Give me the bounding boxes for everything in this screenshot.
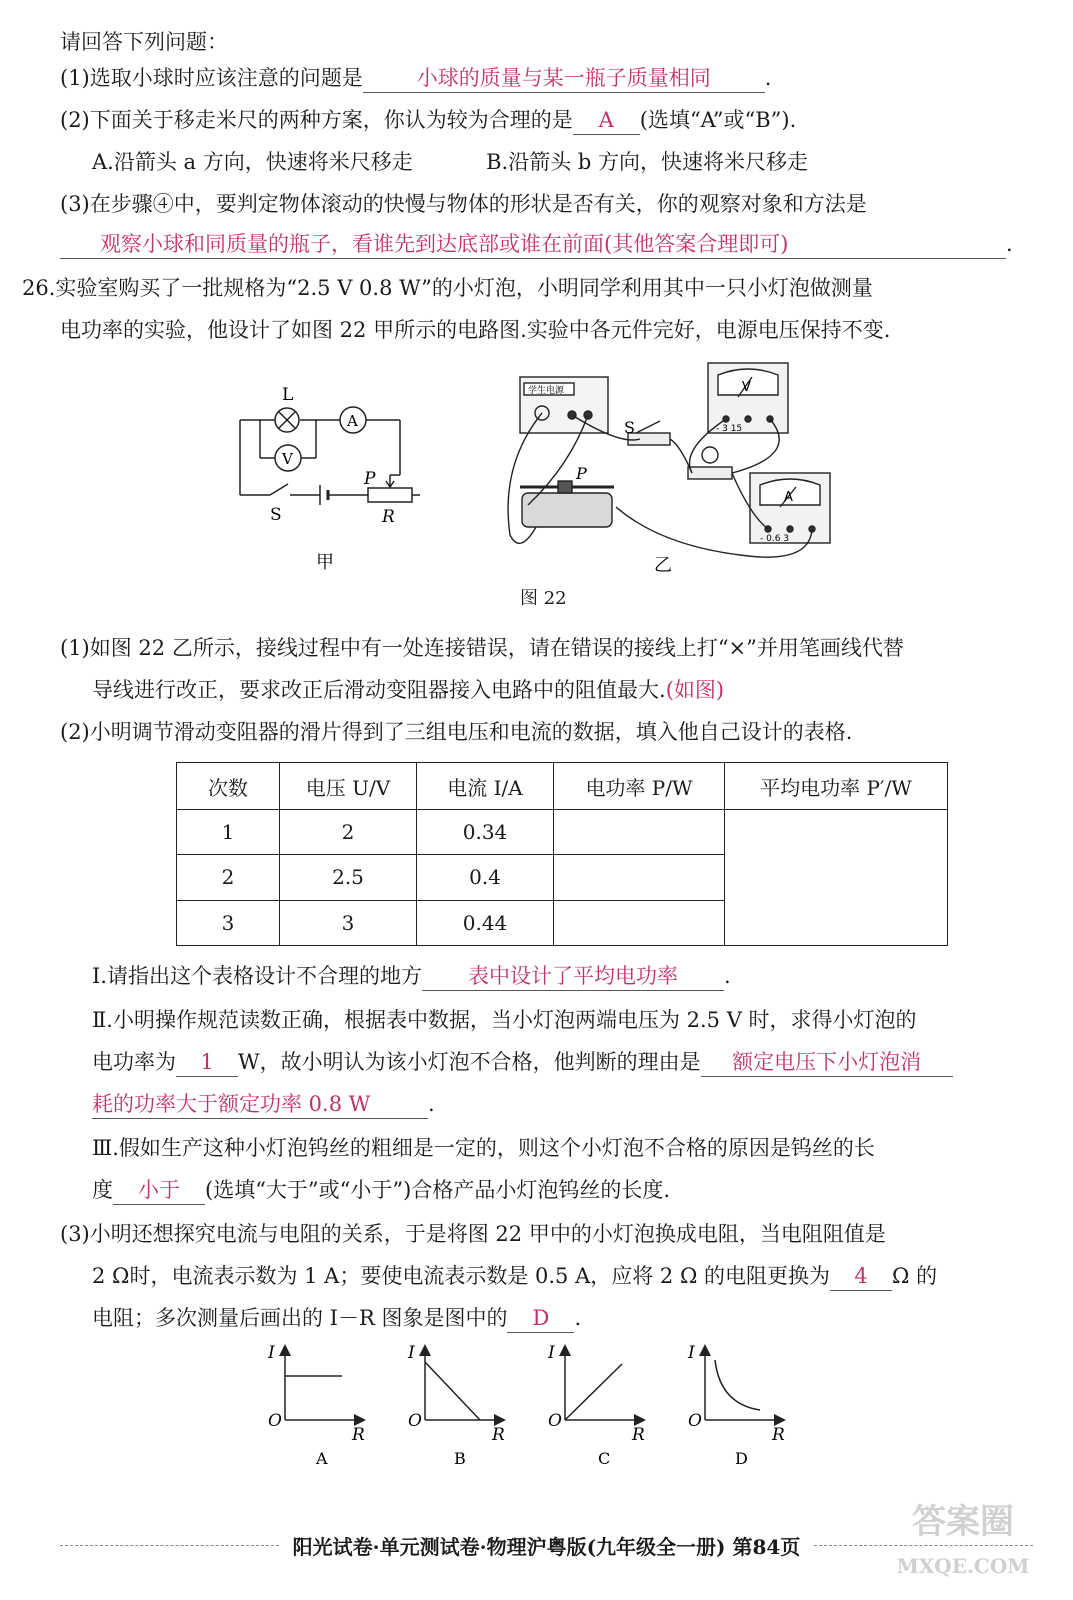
- q26-p1-line1: (1)如图 22 乙所示，接线过程中有一处连接错误，请在错误的接线上打“×”并用笔画线代替: [60, 636, 904, 660]
- q26-iii-line2: [92, 1174, 1033, 1206]
- table-cell: 2: [280, 810, 417, 855]
- q26-iii-answer: 小于: [113, 1176, 205, 1205]
- table-header: 次数: [177, 763, 280, 810]
- table-cell: 0.34: [417, 810, 554, 855]
- q25-option-a: A.沿箭头 a 方向，快速将米尺移走: [92, 150, 413, 174]
- label-meter-a-scale: - 0.6 3: [760, 534, 790, 544]
- intro-text: 请回答下列问题：: [60, 30, 228, 54]
- q25-p2-text: (2)下面关于移走米尺的两种方案，你认为较为合理的是: [60, 108, 573, 132]
- table-cell: 2.5: [280, 855, 417, 900]
- q25-p1-answer: 小球的质量与某一瓶子质量相同: [363, 64, 765, 93]
- q26-p3-answer1: 4: [830, 1262, 892, 1291]
- q25-p3-end: .: [1006, 232, 1013, 256]
- table-cell: [554, 810, 725, 855]
- graph-d-label: D: [735, 1449, 748, 1468]
- table-cell-average: [725, 810, 948, 946]
- table-row: [177, 810, 948, 855]
- table-cell: 2: [177, 855, 280, 900]
- q25-p3-answer: 观察小球和同质量的瓶子，看谁先到达底部或谁在前面(其他答案合理即可): [60, 230, 1006, 259]
- q26-i: [92, 960, 1033, 992]
- table-header: 电流 I/A: [417, 763, 554, 810]
- q26-iii-line1: Ⅲ.假如生产这种小灯泡钨丝的粗细是一定的，则这个小灯泡不合格的原因是钨丝的长: [92, 1136, 875, 1160]
- graph-c-label: C: [598, 1449, 611, 1468]
- q26-iii-end: (选填“大于”或“小于”)合格产品小灯泡钨丝的长度.: [205, 1178, 671, 1202]
- q26-iii-pre: 度: [92, 1178, 113, 1202]
- q26-i-answer: 表中设计了平均电功率: [422, 962, 724, 991]
- q26-ii-answer2b: 耗的功率大于额定功率 0.8 W: [92, 1090, 428, 1119]
- graph-b-axis-i: I: [408, 1343, 415, 1363]
- table-cell: 1: [177, 810, 280, 855]
- table-cell: 0.44: [417, 900, 554, 945]
- graph-a-origin: O: [268, 1411, 282, 1431]
- q26-p2-text: (2)小明调节滑动变阻器的滑片得到了三组电压和电流的数据，填入他自己设计的表格.: [60, 720, 853, 744]
- q26-stem-line2: 电功率的实验，他设计了如图 22 甲所示的电路图.实验中各元件完好，电源电压保持不变.: [60, 318, 891, 342]
- q25-part2: [60, 104, 1033, 136]
- q25-part3: (3)在步骤④中，要判定物体滚动的快慢与物体的形状是否有关，你的观察对象和方法是: [60, 192, 867, 216]
- table-header: 平均电功率 P′/W: [725, 763, 948, 810]
- q25-part3-answer-line: [60, 228, 1033, 260]
- q26-ii-line1: Ⅱ.小明操作规范读数正确，根据表中数据，当小灯泡两端电压为 2.5 V 时，求得小灯泡的: [92, 1008, 917, 1032]
- data-table: [176, 762, 948, 946]
- q26-p3-line2-pre: 2 Ω时，电流表示数为 1 A；要使电流表示数是 0.5 A，应将 2 Ω 的电阻更换为: [92, 1264, 831, 1288]
- footer-divider-left: [60, 1545, 279, 1546]
- table-cell: 0.4: [417, 855, 554, 900]
- watermark-line2: MXQE.COM: [896, 1554, 1030, 1578]
- label-S2: S: [624, 418, 635, 437]
- graph-b-axis-r: R: [492, 1425, 505, 1445]
- q25-part1: [60, 62, 1033, 94]
- q26-ii-pre: 电功率为: [92, 1050, 176, 1074]
- q26-ii-line2: [92, 1046, 1033, 1078]
- q25-p1-end: .: [764, 66, 772, 90]
- q26-ii-line3: [92, 1088, 1033, 1120]
- footer-text: 阳光试卷·单元测试卷·物理沪粤版(九年级全一册) 第84页: [292, 1534, 801, 1559]
- figure-caption: 图 22: [520, 588, 567, 609]
- graph-d-origin: O: [688, 1411, 702, 1431]
- graph-c-axis-r: R: [632, 1425, 645, 1445]
- q26-i-text: Ⅰ.请指出这个表格设计不合理的地方: [92, 964, 422, 988]
- q26-p3-line3-pre: 电阻；多次测量后画出的 I－R 图象是图中的: [92, 1306, 508, 1330]
- table-cell: [554, 855, 725, 900]
- graph-a: [267, 1343, 365, 1468]
- q26-p3-line3-end: .: [574, 1306, 582, 1330]
- label-meter-v: V: [742, 380, 751, 395]
- q25-option-b: B.沿箭头 b 方向，快速将米尺移走: [486, 150, 808, 174]
- label-P: P: [364, 469, 376, 489]
- label-S: S: [270, 505, 282, 525]
- graph-d: [687, 1343, 785, 1468]
- q25-p2-end: (选填“A”或“B”).: [639, 108, 797, 132]
- label-P2: P: [576, 464, 587, 483]
- graph-a-axis-i: I: [268, 1343, 275, 1363]
- graph-b-label: B: [454, 1449, 466, 1468]
- q26-ii-end: .: [428, 1092, 435, 1116]
- q26-p1-line2-text: 导线进行改正，要求改正后滑动变阻器接入电路中的阻值最大.: [92, 678, 666, 702]
- q26-p3-line1: (3)小明还想探究电流与电阻的关系，于是将图 22 甲中的小灯泡换成电阻，当电阻阻值是: [60, 1222, 886, 1246]
- label-R: R: [382, 507, 395, 527]
- table-cell: 3: [177, 900, 280, 945]
- circuit-photo-yi: [480, 355, 860, 580]
- graph-b: [407, 1343, 505, 1468]
- graph-c: [547, 1343, 645, 1468]
- q25-p2-answer: A: [573, 106, 640, 135]
- table-header: 电功率 P/W: [554, 763, 725, 810]
- graph-d-axis-r: R: [772, 1425, 785, 1445]
- circuit-diagram-jia: [230, 380, 430, 580]
- graph-b-origin: O: [408, 1411, 422, 1431]
- q26-p1-answer: (如图): [665, 678, 725, 702]
- q26-p3-line2: [92, 1260, 1033, 1292]
- label-ammeter: A: [347, 412, 358, 430]
- q26-ii-answer1: 1: [176, 1048, 238, 1077]
- label-jia: 甲: [316, 552, 334, 573]
- label-L: L: [282, 385, 294, 405]
- label-meter-v-scale: - 3 15: [716, 424, 743, 434]
- q25-p1-text: (1)选取小球时应该注意的问题是: [60, 66, 363, 90]
- q26-ii-mid: W，故小明认为该小灯泡不合格，他判断的理由是: [238, 1050, 701, 1074]
- graph-c-origin: O: [548, 1411, 562, 1431]
- label-voltmeter: V: [282, 450, 293, 468]
- label-power-supply: 学生电源: [528, 386, 565, 396]
- q26-i-end: .: [723, 964, 731, 988]
- ir-graphs: [260, 1340, 800, 1480]
- watermark-line1: 答案圈: [912, 1502, 1014, 1542]
- watermark-logo: [883, 1500, 1043, 1595]
- graph-a-label: A: [316, 1449, 328, 1468]
- q26-p3-answer2: D: [507, 1304, 574, 1333]
- q26-p3-line3: [92, 1302, 1033, 1334]
- graph-c-axis-i: I: [548, 1343, 555, 1363]
- q25-options: [92, 146, 1033, 178]
- graph-a-axis-r: R: [352, 1425, 365, 1445]
- q26-p1-line2: [92, 674, 1033, 706]
- label-yi: 乙: [654, 555, 672, 576]
- table-header: 电压 U/V: [280, 763, 417, 810]
- label-meter-a: A: [784, 490, 793, 505]
- graph-d-axis-i: I: [688, 1343, 695, 1363]
- q26-p3-line2-end: Ω 的: [892, 1264, 938, 1288]
- table-cell: 3: [280, 900, 417, 945]
- q26-stem-line1: 26.实验室购买了一批规格为“2.5 V 0.8 W”的小灯泡，小明同学利用其中一只小灯泡做测量: [22, 276, 873, 300]
- q26-ii-answer2a: 额定电压下小灯泡消: [701, 1048, 953, 1077]
- table-cell: [554, 900, 725, 945]
